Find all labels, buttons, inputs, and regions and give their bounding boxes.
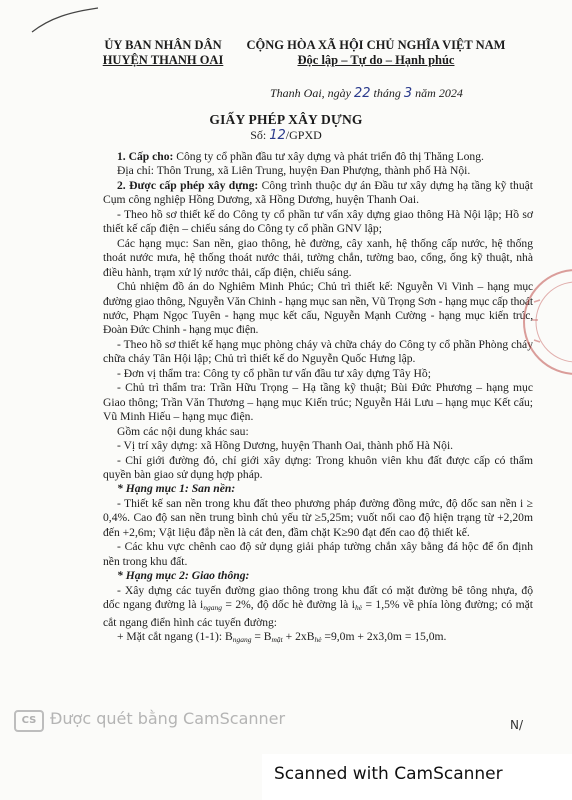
date-year: năm 2024: [415, 86, 463, 100]
issuing-agency: [88, 38, 238, 68]
grantee-label: 1. Cấp cho:: [117, 150, 174, 163]
paragraph-grading: - Thiết kế san nền trong khu đất theo phương pháp đường đồng mức, độ dốc san nền i ≥ 0,4%. Cao độ san nền trung bình chủ yếu từ ≥5,25m; vuốt nối cao độ hiện trạng từ +2,20m đến +2,6m; Vật liệu đắp nền là cát đen, đầm chặt K≥90 đạt đến cao độ thiết kế.: [103, 496, 533, 539]
paragraph-location: - Vị trí xây dựng: xã Hồng Dương, huyện Thanh Oai, thành phố Hà Nội.: [117, 439, 454, 453]
camscanner-logo-icon: CS: [14, 710, 44, 732]
handwritten-corner-mark: [30, 6, 100, 36]
date-month: 3: [403, 86, 413, 101]
section-text-4: =9,0m + 2x3,0m = 15,0m.: [321, 629, 447, 643]
permit-scope-text: Công trình thuộc dự án Đầu tư xây dựng hạ tầng kỹ thuật Cụm công nghiệp Hồng Dương, xã Hồng Dương, huyện Thanh Oai.: [103, 178, 533, 207]
nation-line: CỘNG HÒA XÃ HỘI CHỦ NGHĨA VIỆT NAM: [246, 38, 506, 52]
document-number: [0, 128, 572, 143]
roads-sub-1: ngang: [203, 603, 222, 613]
paragraph-project-team: Chủ nhiệm đồ án do Nghiêm Minh Phúc; Chủ trì thiết kế: Nguyễn Vi Vinh – hạng mục đường giao thông, Nguyễn Văn Chinh - hạng mục san nền, Vũ Trọng Sơn - hạng mục cấp thoát nước, Phạm Ngọc Tuyên - hạng mục kết cấu, Nguyễn Mạnh Cường - hạng mục kiến trúc, Đoàn Đức Chinh - hạng mục điện.: [103, 280, 533, 337]
paragraph-verification-leads: - Chủ trì thẩm tra: Trần Hữu Trọng – Hạ tầng kỹ thuật; Bùi Đức Phương – hạng mục Giao thông; Trần Văn Thương – hạng mục Kiến trúc; Nguyễn Hải Lưu – hạng mục Kết cấu; Vũ Minh Hiếu – hạng mục điện.: [103, 381, 533, 424]
date-day: 22: [354, 86, 371, 101]
paragraph-fire-safety: - Theo hồ sơ thiết kế hạng mục phòng cháy và chữa cháy do Công ty cổ phần Phòng cháy chữa cháy Tân Hội lập; Chủ trì thiết kế do Nguyễn Quốc Hưng lập.: [103, 337, 533, 366]
doc-number-suffix: /GPXD: [285, 128, 322, 142]
official-seal-stamp: [518, 262, 572, 382]
paragraph-grantee: [103, 150, 533, 164]
page-initial-mark: Ν/: [510, 718, 524, 732]
section-text-2: = B: [251, 629, 272, 643]
agency-line-2: HUYỆN THANH OAI: [102, 53, 224, 67]
paragraph-permit-scope: [103, 179, 533, 208]
section-text-1: + Mặt cắt ngang (1-1): B: [117, 629, 233, 643]
paragraph-verifier: - Đơn vị thẩm tra: Công ty cổ phần tư vấn đầu tư xây dựng Tây Hồ;: [117, 366, 431, 380]
roads-text-3: = 1,5% về phía lòng đường; có mặt cắt ngang điển hình các tuyến đường:: [103, 598, 534, 629]
roads-text-1: - Xây dựng các tuyến đường giao thông trong khu đất có mặt đường bê tông nhựa, độ dốc ngang đường là i: [103, 583, 533, 612]
camscanner-watermark: Được quét bằng CamScanner: [50, 709, 286, 728]
document-title: GIẤY PHÉP XÂY DỰNG: [209, 112, 363, 127]
roads-sub-2: hè: [354, 603, 363, 613]
agency-line-1: ỦY BAN NHÂN DÂN: [104, 38, 222, 52]
roads-text-2: = 2%, độ dốc hè đường là i: [221, 598, 355, 612]
paragraph-roads: [103, 584, 533, 630]
paragraph-boundary: - Chỉ giới đường đỏ, chỉ giới xây dựng: Trong khuôn viên khu đất được cấp có thẩm quyền bàn giao sử dụng hợp pháp.: [103, 453, 533, 481]
date-month-label: tháng: [373, 86, 401, 100]
scanned-with-footer: Scanned with CamScanner: [274, 764, 503, 784]
document-body: [103, 150, 533, 647]
paragraph-retaining-wall: - Các khu vực chênh cao độ sử dụng giải pháp tường chắn xây bằng đá hộc để ổn định nền trong khu đất.: [103, 540, 533, 568]
paragraph-other-contents: Gồm các nội dung khác sau:: [117, 424, 249, 438]
date-line: [270, 86, 530, 101]
section-sub-3: hè: [314, 634, 322, 644]
grantee-text: Công ty cổ phần đầu tư xây dựng và phát triển đô thị Thăng Long.: [173, 150, 484, 163]
date-prefix: Thanh Oai, ngày: [270, 86, 351, 100]
permit-scope-label: 2. Được cấp phép xây dựng:: [117, 178, 259, 192]
paragraph-design-dossier: - Theo hồ sơ thiết kế do Công ty cổ phần tư vấn xây dựng giao thông Hà Nội lập; Hồ sơ thiết kế cấp điện – chiếu sáng do Công ty cổ phần GNV lập;: [103, 207, 533, 236]
section-sub-1: ngang: [232, 634, 252, 644]
national-motto: Độc lập – Tự do – Hạnh phúc: [297, 53, 455, 67]
paragraph-work-items: Các hạng mục: San nền, giao thông, hè đường, cây xanh, hệ thống cấp nước, hệ thống thoát nước mưa, hệ thống thoát nước thải, tường chắn, tường bao, cổng, ống kỹ thuật, nhà điều hành, trạm xử lý nước thải, cấp điện, chiếu sáng.: [103, 236, 533, 279]
paragraph-address: Địa chỉ: Thôn Trung, xã Liên Trung, huyện Đan Phượng, thành phố Hà Nội.: [117, 164, 471, 178]
heading-item-2: * Hạng mục 2: Giao thông:: [117, 569, 250, 583]
doc-number-prefix: Số:: [250, 128, 267, 142]
heading-item-1: * Hạng mục 1: San nền:: [117, 482, 236, 496]
section-sub-2: mặt: [271, 634, 283, 644]
doc-number-value: 12: [269, 128, 286, 143]
section-text-3: + 2xB: [282, 629, 315, 643]
national-heading: [226, 38, 526, 68]
paragraph-cross-section: [103, 630, 533, 647]
